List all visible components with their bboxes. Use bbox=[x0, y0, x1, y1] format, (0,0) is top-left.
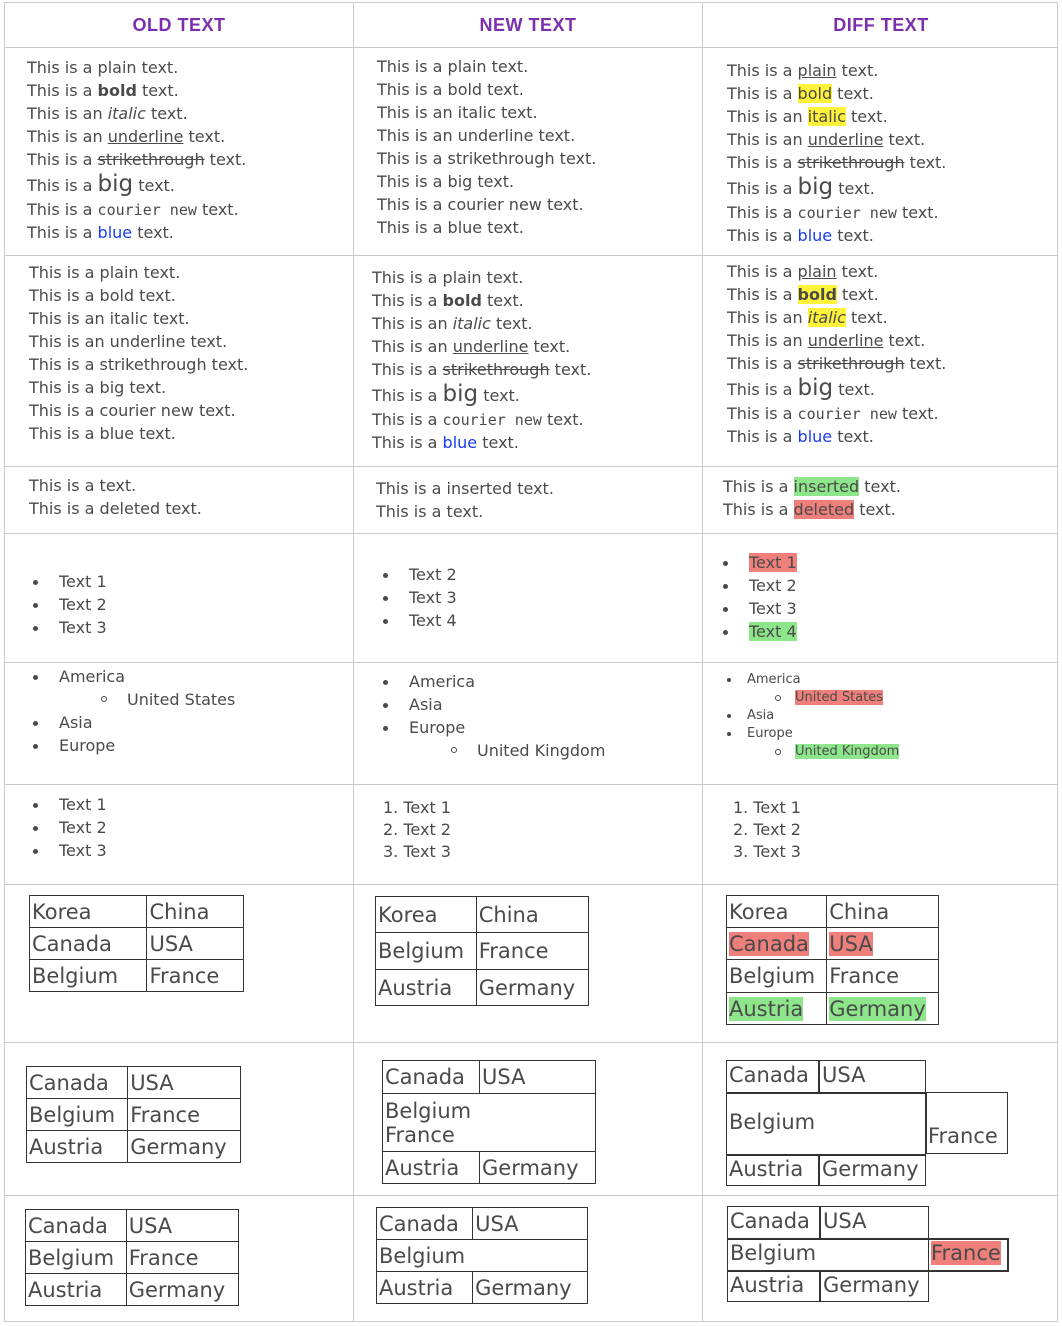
table-cell: USA bbox=[473, 1208, 588, 1240]
row3-diff bbox=[723, 475, 901, 521]
table-cell: Germany bbox=[126, 1274, 238, 1306]
line-underline: This is an underline text. bbox=[727, 331, 926, 350]
table-cell: Canada bbox=[26, 1210, 127, 1242]
table-cell: Germany bbox=[822, 1157, 919, 1181]
table-cell: Belgium bbox=[729, 1110, 816, 1134]
list-item: Asia bbox=[29, 711, 235, 734]
row8-new-table bbox=[382, 1060, 596, 1184]
sub-list-item-inserted: United Kingdom bbox=[723, 743, 899, 761]
list-item: Text 3 bbox=[719, 597, 797, 620]
line-text: This is a text. bbox=[29, 476, 137, 495]
list-item: Text 2 bbox=[29, 816, 107, 839]
list-item: Text 3 bbox=[379, 586, 457, 609]
line-underline: This is an underline text. bbox=[377, 126, 576, 145]
line-italic: This is an italic text. bbox=[727, 107, 888, 126]
table-cell: Canada bbox=[377, 1208, 473, 1240]
row8-old-table bbox=[26, 1066, 241, 1163]
row-divider bbox=[5, 1042, 1057, 1043]
line-big: This is a big text. bbox=[372, 381, 520, 407]
row8-diff-table bbox=[726, 1060, 1008, 1186]
line-plain: This is a plain text. bbox=[377, 57, 529, 76]
line-blue: This is a blue text. bbox=[27, 223, 174, 242]
list-item: Text 2 bbox=[719, 574, 797, 597]
table-cell: Austria bbox=[376, 970, 477, 1006]
header-diff-text: DIFF TEXT bbox=[833, 14, 929, 35]
row1-new-plain bbox=[377, 55, 596, 239]
line-strike: This is a strikethrough text. bbox=[27, 150, 247, 169]
list-item: Asia bbox=[723, 707, 899, 725]
line-courier: This is a courier new text. bbox=[372, 410, 584, 429]
table-cell: Canada bbox=[383, 1061, 480, 1094]
list-item: Text 2 bbox=[379, 563, 457, 586]
line-plain: This is a plain text. bbox=[727, 61, 879, 80]
list-item: Europe bbox=[29, 734, 235, 757]
table-cell: Belgium bbox=[27, 1099, 128, 1131]
list-item-deleted: Text 1 bbox=[719, 551, 797, 574]
table-cell: China bbox=[476, 897, 588, 933]
inserted-mark: inserted bbox=[793, 477, 860, 496]
line-big: This is a big text. bbox=[377, 172, 515, 191]
table-cell: Austria bbox=[377, 1272, 473, 1304]
line-italic: This is an italic text. bbox=[27, 104, 188, 123]
line-italic: This is an italic text. bbox=[377, 103, 538, 122]
table-cell: Germany bbox=[480, 1152, 596, 1184]
line-strike: This is a strikethrough text. bbox=[377, 149, 597, 168]
row-divider bbox=[5, 255, 1057, 256]
list-item: Europe bbox=[723, 725, 899, 743]
row5-new-list bbox=[379, 670, 605, 762]
table-cell: USA bbox=[147, 928, 244, 960]
line-inserted: This is a inserted text. bbox=[723, 477, 901, 496]
table-cell: Canada bbox=[730, 1209, 810, 1233]
table-cell: Korea bbox=[30, 896, 147, 928]
line-plain: This is a plain text. bbox=[27, 58, 179, 77]
row5-old-list bbox=[29, 665, 235, 757]
row-divider bbox=[5, 466, 1057, 467]
table-cell: Korea bbox=[727, 896, 827, 928]
table-cell-merged: Belgium France bbox=[383, 1094, 596, 1152]
line-bold: This is a bold text. bbox=[372, 291, 524, 310]
row4-new-list bbox=[379, 563, 457, 632]
line-bold: This is a bold text. bbox=[377, 80, 524, 99]
row2-new-formatted bbox=[372, 266, 591, 454]
row1-old-formatted bbox=[27, 56, 246, 244]
line-courier: This is a courier new text. bbox=[727, 404, 939, 423]
table-cell-merged: Belgium bbox=[377, 1240, 588, 1272]
row6-new-numbered bbox=[383, 797, 451, 863]
table-cell: USA bbox=[823, 1209, 867, 1233]
header-new-text: NEW TEXT bbox=[479, 14, 577, 35]
sub-list-item: United States bbox=[29, 688, 235, 711]
table-cell: USA bbox=[822, 1063, 866, 1087]
table-cell: Germany bbox=[128, 1131, 241, 1163]
diff-comparison-grid bbox=[4, 2, 1058, 1322]
sub-list-item: United Kingdom bbox=[379, 739, 605, 762]
line-deleted: This is a deleted text. bbox=[29, 499, 202, 518]
table-cell: Belgium bbox=[730, 1241, 817, 1265]
row3-old bbox=[29, 474, 202, 520]
row2-old-plain bbox=[29, 261, 248, 445]
table-cell: France bbox=[827, 960, 939, 993]
line-italic: This is an italic text. bbox=[727, 308, 888, 327]
numbered-item: 3. Text 3 bbox=[383, 842, 451, 861]
numbered-item: 2. Text 2 bbox=[733, 820, 801, 839]
row7-diff-table bbox=[726, 895, 939, 1025]
row-divider bbox=[5, 784, 1057, 785]
header-old-text: OLD TEXT bbox=[132, 14, 226, 35]
line-blue: This is a blue text. bbox=[377, 218, 524, 237]
numbered-item: 1. Text 1 bbox=[733, 798, 801, 817]
table-cell: France bbox=[928, 1124, 998, 1148]
row-divider bbox=[5, 533, 1057, 534]
list-item: Text 2 bbox=[29, 593, 107, 616]
line-courier: This is a courier new text. bbox=[27, 200, 239, 219]
list-item: America bbox=[723, 671, 899, 689]
table-cell: Canada bbox=[27, 1067, 128, 1099]
line-courier: This is a courier new text. bbox=[377, 195, 584, 214]
table-cell: China bbox=[147, 896, 244, 928]
deleted-mark: deleted bbox=[793, 500, 855, 519]
row6-old-list bbox=[29, 793, 107, 862]
line-bold: This is a bold text. bbox=[727, 285, 879, 304]
line-deleted: This is a deleted text. bbox=[723, 500, 896, 519]
table-cell: Canada bbox=[729, 1063, 809, 1087]
table-cell: Korea bbox=[376, 897, 477, 933]
table-cell: Germany bbox=[823, 1273, 920, 1297]
table-cell: Austria bbox=[26, 1274, 127, 1306]
table-cell: China bbox=[827, 896, 939, 928]
table-cell-deleted: France bbox=[931, 1241, 1001, 1265]
table-cell: Belgium bbox=[376, 933, 477, 970]
line-big: This is a big text. bbox=[727, 375, 875, 401]
table-cell: France bbox=[476, 933, 588, 970]
line-bold: This is a bold text. bbox=[727, 84, 874, 103]
row-divider bbox=[5, 47, 1057, 48]
list-item: Text 1 bbox=[29, 793, 107, 816]
line-underline: This is an underline text. bbox=[372, 337, 571, 356]
line-blue: This is a blue text. bbox=[29, 424, 176, 443]
table-cell: Austria bbox=[730, 1273, 805, 1297]
table-cell: Austria bbox=[729, 1157, 804, 1181]
line-italic: This is an italic text. bbox=[372, 314, 533, 333]
table-cell: USA bbox=[480, 1061, 596, 1094]
list-item: Text 3 bbox=[29, 839, 107, 862]
line-underline: This is an underline text. bbox=[727, 130, 926, 149]
table-cell: Germany bbox=[476, 970, 588, 1006]
numbered-item: 3. Text 3 bbox=[733, 842, 801, 861]
row4-old-list bbox=[29, 570, 107, 639]
table-cell: Belgium bbox=[26, 1242, 127, 1274]
table-cell: France bbox=[147, 960, 244, 992]
line-strike: This is a strikethrough text. bbox=[372, 360, 592, 379]
table-cell-inserted: Germany bbox=[827, 993, 939, 1025]
line-strike: This is a strikethrough text. bbox=[29, 355, 249, 374]
row-divider bbox=[5, 884, 1057, 885]
sub-list-item-deleted: United States bbox=[723, 689, 899, 707]
line-bold: This is a bold text. bbox=[27, 81, 179, 100]
row-divider bbox=[5, 662, 1057, 663]
line-underline: This is an underline text. bbox=[29, 332, 228, 351]
line-bold: This is a bold text. bbox=[29, 286, 176, 305]
row9-old-table bbox=[25, 1209, 239, 1306]
list-item: Europe bbox=[379, 716, 605, 739]
table-cell: Germany bbox=[473, 1272, 588, 1304]
line-plain: This is a plain text. bbox=[727, 262, 879, 281]
line-underline: This is an underline text. bbox=[27, 127, 226, 146]
line-blue: This is a blue text. bbox=[727, 226, 874, 245]
table-cell: Canada bbox=[30, 928, 147, 960]
line-strike: This is a strikethrough text. bbox=[727, 153, 947, 172]
table-cell: USA bbox=[128, 1067, 241, 1099]
numbered-item: 1. Text 1 bbox=[383, 798, 451, 817]
list-item: Asia bbox=[379, 693, 605, 716]
row5-diff-list bbox=[723, 671, 899, 761]
line-inserted: This is a inserted text. bbox=[376, 479, 554, 498]
row7-old-table bbox=[29, 895, 244, 992]
line-plain: This is a plain text. bbox=[372, 268, 524, 287]
line-blue: This is a blue text. bbox=[372, 433, 519, 452]
list-item: Text 1 bbox=[29, 570, 107, 593]
line-big: This is a big text. bbox=[29, 378, 167, 397]
numbered-item: 2. Text 2 bbox=[383, 820, 451, 839]
table-cell: France bbox=[128, 1099, 241, 1131]
table-cell-deleted: USA bbox=[827, 928, 939, 960]
table-cell: France bbox=[126, 1242, 238, 1274]
line-courier: This is a courier new text. bbox=[727, 203, 939, 222]
line-big: This is a big text. bbox=[727, 174, 875, 200]
list-item: America bbox=[379, 670, 605, 693]
list-item-inserted: Text 4 bbox=[719, 620, 797, 643]
row4-diff-list bbox=[719, 551, 797, 643]
table-cell: Austria bbox=[27, 1131, 128, 1163]
row9-new-table bbox=[376, 1207, 588, 1304]
row7-new-table bbox=[375, 896, 589, 1006]
list-item: America bbox=[29, 665, 235, 688]
row2-diff bbox=[727, 260, 946, 448]
line-text: This is a text. bbox=[376, 502, 484, 521]
line-blue: This is a blue text. bbox=[727, 427, 874, 446]
row9-diff-table bbox=[727, 1206, 1009, 1302]
table-cell-deleted: Canada bbox=[727, 928, 827, 960]
row-divider bbox=[5, 1195, 1057, 1196]
row6-diff-numbered bbox=[733, 797, 801, 863]
line-courier: This is a courier new text. bbox=[29, 401, 236, 420]
line-strike: This is a strikethrough text. bbox=[727, 354, 947, 373]
line-italic: This is an italic text. bbox=[29, 309, 190, 328]
line-big: This is a big text. bbox=[27, 171, 175, 197]
line-plain: This is a plain text. bbox=[29, 263, 181, 282]
table-cell: Belgium bbox=[727, 960, 827, 993]
table-cell: USA bbox=[126, 1210, 238, 1242]
row3-new bbox=[376, 477, 554, 523]
table-cell-inserted: Austria bbox=[727, 993, 827, 1025]
row1-diff bbox=[727, 59, 946, 247]
table-cell: Belgium bbox=[30, 960, 147, 992]
table-cell: Austria bbox=[383, 1152, 480, 1184]
list-item: Text 4 bbox=[379, 609, 457, 632]
list-item: Text 3 bbox=[29, 616, 107, 639]
